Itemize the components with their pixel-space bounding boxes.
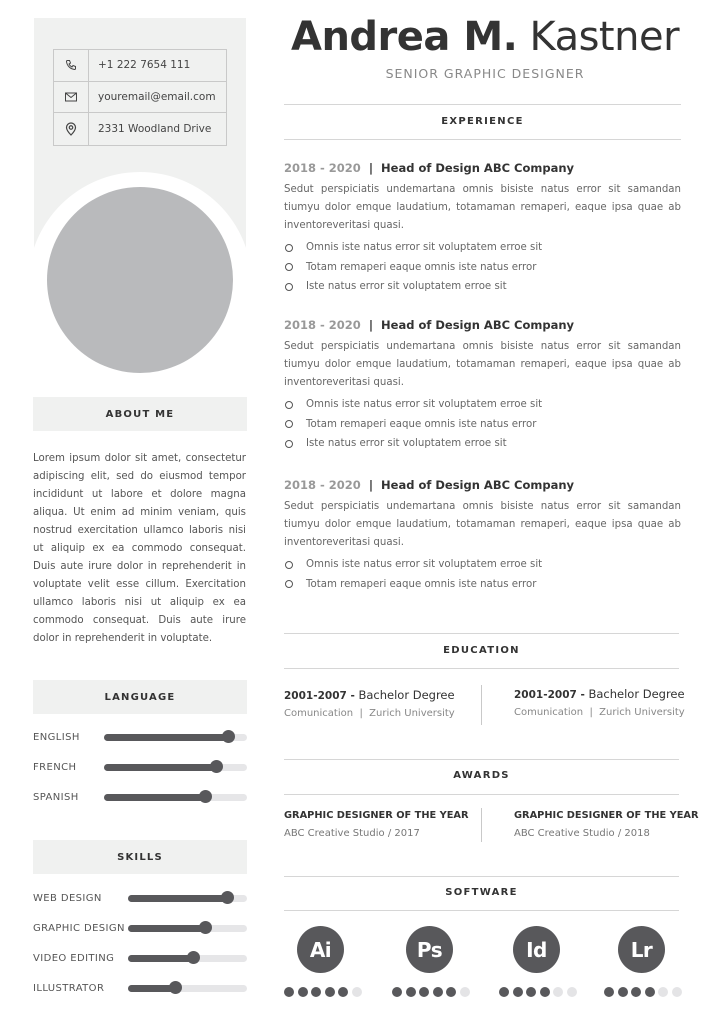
language-level-bar bbox=[104, 734, 247, 741]
level-fill bbox=[104, 734, 228, 741]
bullet-item bbox=[284, 258, 681, 278]
profile-photo-placeholder bbox=[47, 187, 233, 373]
education-entry bbox=[284, 688, 455, 719]
rating-dot-empty bbox=[658, 987, 668, 997]
level-knob bbox=[222, 730, 235, 743]
photoshop-icon: Ps bbox=[406, 926, 453, 973]
indesign-icon: Id bbox=[513, 926, 560, 973]
experience-entry bbox=[284, 318, 681, 454]
envelope-icon bbox=[54, 82, 89, 113]
job-bullets bbox=[284, 238, 681, 297]
circle-bullet-icon bbox=[285, 244, 293, 252]
rating-dot-filled bbox=[618, 987, 628, 997]
education-school: Zurich University bbox=[369, 708, 455, 719]
contact-address bbox=[54, 113, 226, 145]
education-degree: Bachelor Degree bbox=[358, 688, 455, 702]
rating-dot-empty bbox=[672, 987, 682, 997]
illustrator-rating bbox=[284, 987, 362, 997]
job-years: 2018 - 2020 bbox=[284, 478, 361, 492]
job-separator: | bbox=[368, 318, 374, 332]
education-detail bbox=[284, 708, 455, 719]
level-fill bbox=[104, 764, 217, 771]
language-label: ENGLISH bbox=[33, 731, 80, 743]
column-divider bbox=[481, 808, 482, 842]
rating-dot-filled bbox=[419, 987, 429, 997]
phone-text: +1 222 7654 111 bbox=[98, 59, 191, 72]
level-knob bbox=[199, 921, 212, 934]
education-heading-line bbox=[514, 687, 685, 701]
rating-dot-empty bbox=[352, 987, 362, 997]
skill-label: ILLUSTRATOR bbox=[33, 982, 105, 994]
first-name: Andrea M. bbox=[290, 14, 518, 60]
rating-dot-filled bbox=[513, 987, 523, 997]
divider bbox=[284, 794, 679, 795]
skills-list bbox=[33, 883, 247, 1003]
education-heading: EDUCATION bbox=[443, 645, 520, 656]
circle-bullet-icon bbox=[285, 561, 293, 569]
skill-label: WEB DESIGN bbox=[33, 892, 102, 904]
job-heading bbox=[284, 161, 681, 175]
skill-item bbox=[33, 883, 247, 913]
language-heading: LANGUAGE bbox=[33, 680, 247, 714]
job-heading bbox=[284, 318, 681, 332]
skill-level-bar bbox=[128, 985, 247, 992]
skill-level-bar bbox=[128, 955, 247, 962]
language-item bbox=[33, 752, 247, 782]
job-description: Sedut perspiciatis undemartana omnis bisiste natus error sit samandan tiumyu dolor emque laudatium, totamaman remaperi, eaque ipsa quae ab inventoreveritasi quasi. bbox=[284, 184, 681, 231]
education-dash: - bbox=[350, 690, 355, 702]
job-role: Head of Design ABC Company bbox=[381, 161, 575, 175]
rating-dot-filled bbox=[433, 987, 443, 997]
rating-dot-filled bbox=[311, 987, 321, 997]
phone-icon bbox=[54, 50, 89, 81]
skill-level-bar bbox=[128, 925, 247, 932]
rating-dot-filled bbox=[298, 987, 308, 997]
bullet-text: Totam remaperi eaque omnis iste natus error bbox=[306, 261, 537, 273]
experience-heading: EXPERIENCE bbox=[441, 116, 524, 127]
skill-label: VIDEO EDITING bbox=[33, 952, 115, 964]
rating-dot-filled bbox=[540, 987, 550, 997]
rating-dot-filled bbox=[645, 987, 655, 997]
circle-bullet-icon bbox=[285, 401, 293, 409]
bullet-text: Totam remaperi eaque omnis iste natus error bbox=[306, 578, 537, 590]
divider bbox=[284, 633, 679, 634]
lightroom-rating bbox=[604, 987, 682, 997]
education-field: Comunication bbox=[514, 707, 584, 718]
contact-phone bbox=[54, 50, 226, 82]
rating-dot-filled bbox=[526, 987, 536, 997]
rating-dot-filled bbox=[499, 987, 509, 997]
job-bullets bbox=[284, 555, 681, 594]
location-pin-icon bbox=[54, 113, 89, 145]
circle-bullet-icon bbox=[285, 283, 293, 291]
rating-dot-filled bbox=[338, 987, 348, 997]
award-title: GRAPHIC DESIGNER OF THE YEAR bbox=[284, 810, 469, 821]
bullet-item bbox=[284, 395, 681, 415]
rating-dot-filled bbox=[631, 987, 641, 997]
job-role: Head of Design ABC Company bbox=[381, 478, 575, 492]
skill-item bbox=[33, 913, 247, 943]
award-entry bbox=[514, 810, 699, 839]
level-fill bbox=[104, 794, 206, 801]
education-field: Comunication bbox=[284, 708, 354, 719]
language-item bbox=[33, 782, 247, 812]
skill-label: GRAPHIC DESIGN bbox=[33, 922, 125, 934]
education-detail bbox=[514, 707, 685, 718]
circle-bullet-icon bbox=[285, 263, 293, 271]
photoshop-rating bbox=[392, 987, 470, 997]
software-heading: SOFTWARE bbox=[445, 887, 518, 898]
rating-dot-filled bbox=[284, 987, 294, 997]
rating-dot-filled bbox=[325, 987, 335, 997]
skill-item bbox=[33, 943, 247, 973]
job-description: Sedut perspiciatis undemartana omnis bisiste natus error sit samandan tiumyu dolor emque laudatium, totamaman remaperi, eaque ipsa quae ab inventoreveritasi quasi. bbox=[284, 341, 681, 388]
column-divider bbox=[481, 685, 482, 725]
award-detail: ABC Creative Studio / 2017 bbox=[284, 828, 420, 839]
lightroom-icon: Lr bbox=[618, 926, 665, 973]
award-entry bbox=[284, 810, 469, 839]
award-detail: ABC Creative Studio / 2018 bbox=[514, 828, 650, 839]
level-knob bbox=[199, 790, 212, 803]
skill-level-bar bbox=[128, 895, 247, 902]
experience-entry bbox=[284, 161, 681, 297]
rating-dot-empty bbox=[567, 987, 577, 997]
level-knob bbox=[210, 760, 223, 773]
job-role: Head of Design ABC Company bbox=[381, 318, 575, 332]
skill-item bbox=[33, 973, 247, 1003]
awards-heading: AWARDS bbox=[453, 770, 510, 781]
education-entry bbox=[514, 687, 685, 718]
bullet-text: Iste natus error sit voluptatem erroe sit bbox=[306, 281, 507, 293]
level-fill bbox=[128, 925, 205, 932]
job-bullets bbox=[284, 395, 681, 454]
experience-entry bbox=[284, 478, 681, 594]
language-item bbox=[33, 722, 247, 752]
level-fill bbox=[128, 895, 228, 902]
education-separator: | bbox=[589, 707, 593, 718]
email-text: youremail@email.com bbox=[98, 90, 216, 103]
circle-bullet-icon bbox=[285, 580, 293, 588]
divider bbox=[284, 759, 679, 760]
rating-dot-empty bbox=[460, 987, 470, 997]
job-separator: | bbox=[368, 478, 374, 492]
language-list bbox=[33, 722, 247, 812]
level-fill bbox=[128, 955, 193, 962]
last-name: Kastner bbox=[529, 14, 680, 60]
bullet-text: Omnis iste natus error sit voluptatem erroe sit bbox=[306, 399, 543, 411]
bullet-item bbox=[284, 415, 681, 435]
rating-dot-filled bbox=[446, 987, 456, 997]
bullet-item bbox=[284, 575, 681, 595]
bullet-text: Iste natus error sit voluptatem erroe sit bbox=[306, 438, 507, 450]
education-school: Zurich University bbox=[599, 707, 685, 718]
about-text: Lorem ipsum dolor sit amet, consectetur adipiscing elit, sed do eiusmod tempor incididunt ut labore et dolore magna aliqua. Ut enim ad minim veniam, quis nostrud exercitation ullamco laboris nisi ut aliquip ex ea commodo consequat. Duis aute irure dolor in reprehenderit in voluptate velit esse cillum. Exercitation ullamco laboris nisi ut aliquip ex ea commodo consequat. Duis aute irure dolor in reprehenderit in voluptate. bbox=[33, 453, 246, 644]
bullet-text: Omnis iste natus error sit voluptatem erroe sit bbox=[306, 559, 543, 571]
circle-bullet-icon bbox=[285, 440, 293, 448]
bullet-item bbox=[284, 238, 681, 258]
bullet-item bbox=[284, 277, 681, 297]
level-knob bbox=[221, 891, 234, 904]
rating-dot-filled bbox=[392, 987, 402, 997]
rating-dot-filled bbox=[406, 987, 416, 997]
full-name bbox=[280, 14, 690, 60]
skills-heading: SKILLS bbox=[33, 840, 247, 874]
bullet-item bbox=[284, 434, 681, 454]
job-years: 2018 - 2020 bbox=[284, 318, 361, 332]
education-years: 2001-2007 bbox=[514, 689, 577, 701]
job-title: SENIOR GRAPHIC DESIGNER bbox=[385, 66, 585, 81]
job-description: Sedut perspiciatis undemartana omnis bisiste natus error sit samandan tiumyu dolor emque laudatium, totamaman remaperi, eaque ipsa quae ab inventoreveritasi quasi. bbox=[284, 501, 681, 548]
illustrator-icon: Ai bbox=[297, 926, 344, 973]
level-knob bbox=[169, 981, 182, 994]
divider bbox=[284, 668, 679, 669]
bullet-item bbox=[284, 555, 681, 575]
job-separator: | bbox=[368, 161, 374, 175]
education-dash: - bbox=[580, 689, 585, 701]
language-level-bar bbox=[104, 794, 247, 801]
indesign-rating bbox=[499, 987, 577, 997]
divider bbox=[284, 104, 681, 105]
bullet-text: Omnis iste natus error sit voluptatem erroe sit bbox=[306, 242, 543, 254]
education-separator: | bbox=[359, 708, 363, 719]
rating-dot-filled bbox=[604, 987, 614, 997]
level-knob bbox=[187, 951, 200, 964]
education-years: 2001-2007 bbox=[284, 690, 347, 702]
divider bbox=[284, 876, 679, 877]
contact-table bbox=[53, 49, 227, 146]
education-heading-line bbox=[284, 688, 455, 702]
address-text: 2331 Woodland Drive bbox=[98, 122, 212, 135]
job-heading bbox=[284, 478, 681, 492]
divider bbox=[284, 910, 679, 911]
language-label: FRENCH bbox=[33, 761, 77, 773]
award-title: GRAPHIC DESIGNER OF THE YEAR bbox=[514, 810, 699, 821]
circle-bullet-icon bbox=[285, 420, 293, 428]
rating-dot-empty bbox=[553, 987, 563, 997]
job-years: 2018 - 2020 bbox=[284, 161, 361, 175]
bullet-text: Totam remaperi eaque omnis iste natus error bbox=[306, 418, 537, 430]
language-label: SPANISH bbox=[33, 791, 79, 803]
contact-email bbox=[54, 82, 226, 114]
language-level-bar bbox=[104, 764, 247, 771]
about-heading: ABOUT ME bbox=[33, 397, 247, 431]
education-degree: Bachelor Degree bbox=[588, 687, 685, 701]
divider bbox=[284, 139, 681, 140]
